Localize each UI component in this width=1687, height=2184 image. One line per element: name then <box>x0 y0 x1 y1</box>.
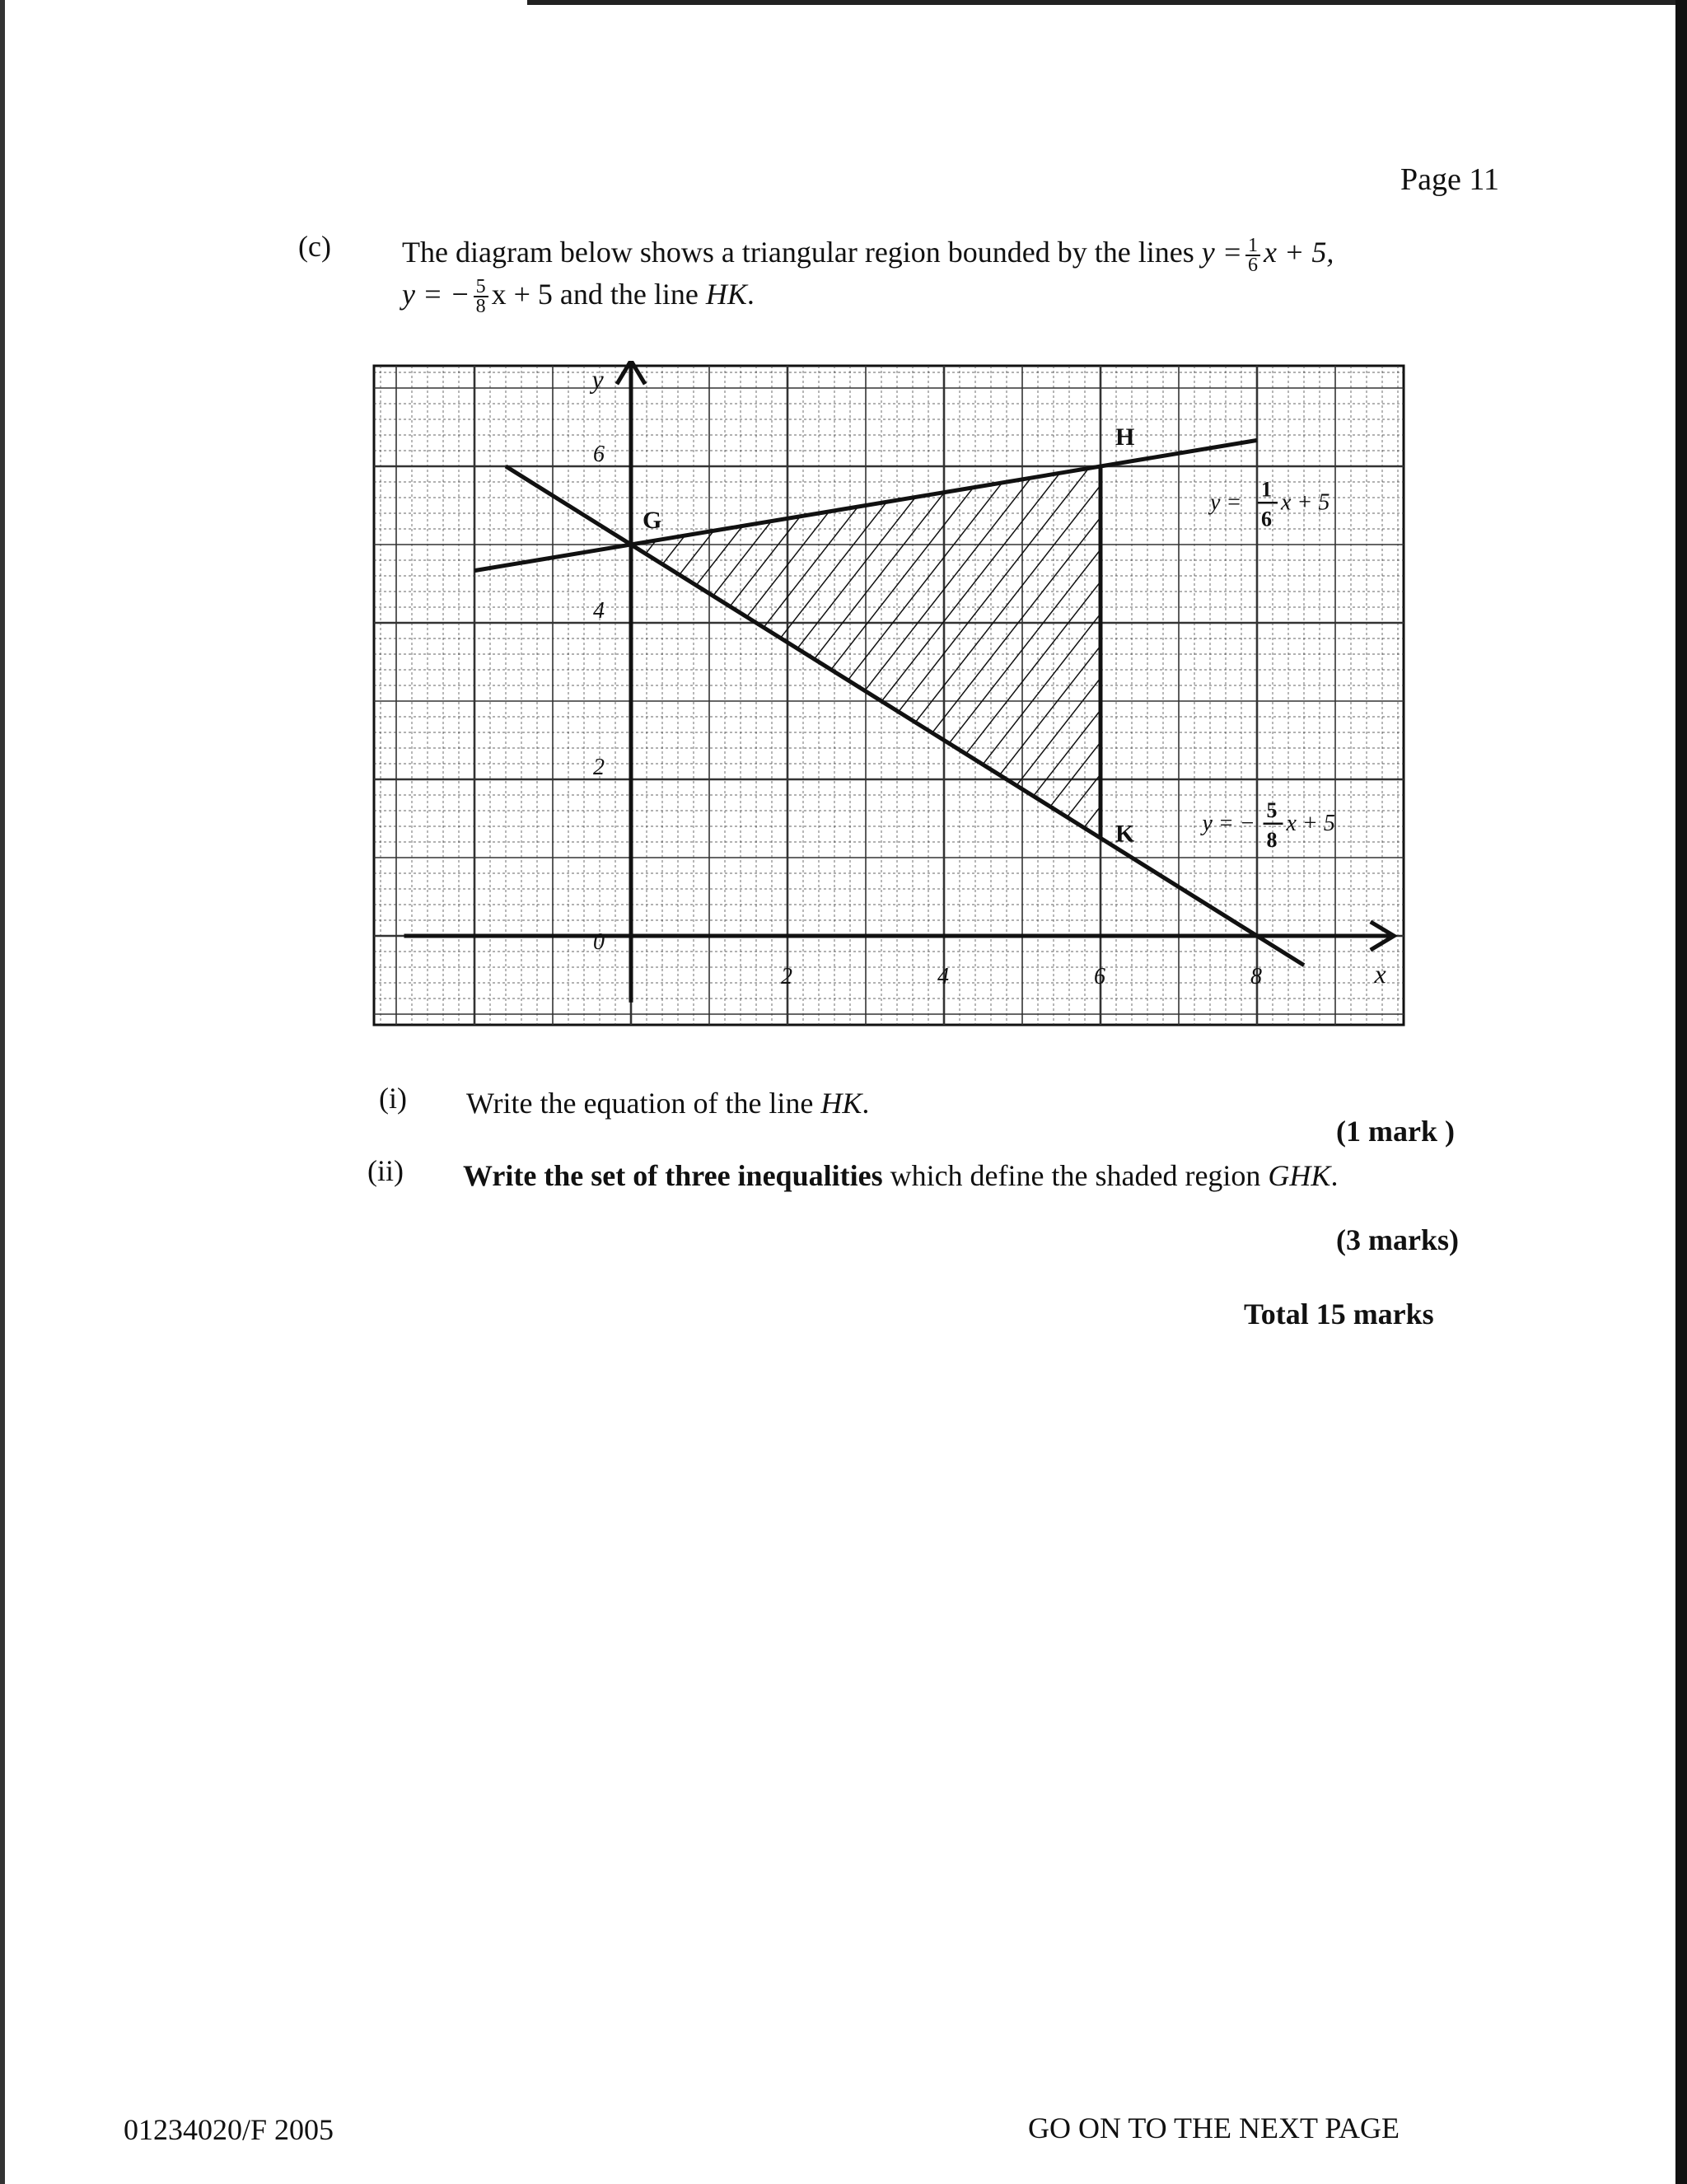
y-tick-label: 4 <box>593 598 605 624</box>
y-tick-label: 2 <box>593 755 605 780</box>
question-intro <box>402 232 1506 316</box>
footer-next: GO ON TO THE NEXT PAGE <box>1028 2112 1400 2144</box>
x-axis-label: x <box>1374 959 1386 989</box>
point-label-G: G <box>643 507 662 534</box>
footer-code: 01234020/F 2005 <box>124 2113 334 2146</box>
part-ii-label: (ii) <box>367 1154 404 1187</box>
question-part-label: (c) <box>298 230 331 263</box>
scan-edge-right <box>1675 0 1687 2184</box>
total-marks: Total 15 marks <box>1244 1298 1434 1331</box>
y-axis-label: y <box>591 364 604 394</box>
annotation-rest: x + 5 <box>1281 489 1330 516</box>
part-i-italic: HK <box>820 1087 862 1120</box>
part-i-text-after: . <box>862 1087 870 1120</box>
scan-edge-top <box>527 0 1687 5</box>
line1-lhs: y = <box>1201 236 1243 269</box>
part-ii-marks: (3 marks) <box>1336 1223 1459 1256</box>
annotation-frac-num: 1 <box>1261 477 1272 502</box>
point-label-H: H <box>1115 423 1135 451</box>
y-tick-label: 6 <box>593 442 605 467</box>
line1-frac-den: 6 <box>1248 254 1259 276</box>
x-tick-label: 4 <box>937 964 949 989</box>
annotation-frac-den: 8 <box>1266 827 1278 852</box>
part-i-label: (i) <box>379 1082 407 1115</box>
line2-frac-den: 8 <box>475 296 486 318</box>
annotation-frac-num: 5 <box>1266 797 1278 822</box>
annotation-lhs: y = − <box>1202 810 1255 836</box>
line1-frac-num: 1 <box>1245 236 1260 256</box>
line2-rest: x + 5 and the line <box>491 277 699 311</box>
annotation-frac-den: 6 <box>1261 507 1272 531</box>
line2-fraction <box>474 278 488 316</box>
page-number: Page 11 <box>1400 162 1499 197</box>
graph-figure <box>369 361 1415 1045</box>
annotation-rest: x + 5 <box>1286 810 1335 836</box>
scan-edge-left <box>0 0 5 2184</box>
intro-prefix: The diagram below shows a triangular region bounded by the lines <box>402 236 1194 269</box>
line2-lhs: y = − <box>402 277 470 311</box>
line1-rest: x + 5, <box>1264 236 1334 269</box>
part-ii-text-after: . <box>1330 1159 1339 1192</box>
point-label-K: K <box>1115 820 1135 848</box>
x-tick-label: 8 <box>1250 964 1262 989</box>
line2-frac-num: 5 <box>474 278 488 297</box>
part-i-marks: (1 mark ) <box>1336 1115 1455 1148</box>
x-tick-label: 2 <box>781 964 792 989</box>
part-ii-text <box>463 1158 1338 1193</box>
annotation-lhs: y = <box>1210 489 1242 516</box>
part-i-text-before: Write the equation of the line <box>466 1087 821 1120</box>
part-ii-text-before: which define the shaded region <box>882 1159 1269 1192</box>
line-name: HK <box>705 277 747 311</box>
part-ii-bold: Write the set of three inequalities <box>463 1159 883 1192</box>
x-tick-label: 6 <box>1094 964 1105 989</box>
part-i-text <box>466 1086 869 1120</box>
part-ii-italic: GHK <box>1268 1159 1331 1192</box>
y-tick-label: 0 <box>593 929 605 955</box>
line1-fraction <box>1245 236 1260 274</box>
intro-period: . <box>746 277 755 311</box>
